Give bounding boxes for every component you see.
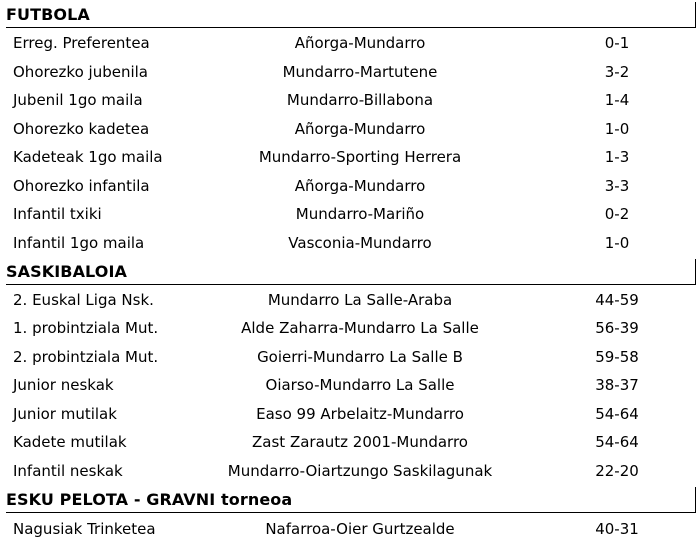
score-cell: 56-39 — [595, 319, 639, 337]
category-cell: Ohorezko infantila — [13, 177, 150, 195]
match-cell: Mundarro-Martutene — [282, 63, 438, 81]
section-header-saskibaloia — [6, 259, 696, 285]
result-row — [0, 314, 700, 342]
score-cell: 3-3 — [604, 177, 630, 195]
match-cell: Mundarro La Salle-Araba — [267, 291, 453, 309]
header-rule-right — [695, 259, 696, 285]
result-row — [0, 343, 700, 371]
category-cell: 2. probintziala Mut. — [13, 348, 159, 366]
result-row — [0, 200, 700, 228]
match-cell: Goierri-Mundarro La Salle B — [257, 348, 463, 366]
score-cell: 38-37 — [595, 376, 639, 394]
section-header-esku-pelota — [6, 487, 696, 513]
result-row — [0, 58, 700, 86]
score-cell: 1-0 — [604, 234, 630, 252]
result-row — [0, 172, 700, 200]
section-title: FUTBOLA — [6, 5, 90, 24]
result-row — [0, 143, 700, 171]
header-rule-right — [695, 2, 696, 28]
match-cell: Alde Zaharra-Mundarro La Salle — [241, 319, 479, 337]
score-cell: 40-31 — [595, 520, 639, 538]
category-cell: Erreg. Preferentea — [13, 34, 150, 52]
category-cell: Ohorezko jubenila — [13, 63, 148, 81]
result-row — [0, 229, 700, 257]
score-cell: 3-2 — [604, 63, 630, 81]
score-cell: 54-64 — [595, 433, 639, 451]
match-cell: Añorga-Mundarro — [294, 34, 426, 52]
result-row — [0, 86, 700, 114]
score-cell: 44-59 — [595, 291, 639, 309]
match-cell: Nafarroa-Oier Gurtzealde — [265, 520, 455, 538]
category-cell: Kadeteak 1go maila — [13, 148, 163, 166]
match-cell: Easo 99 Arbelaitz-Mundarro — [256, 405, 464, 423]
category-cell: 2. Euskal Liga Nsk. — [13, 291, 154, 309]
score-cell: 1-4 — [604, 91, 630, 109]
match-cell: Oiarso-Mundarro La Salle — [265, 376, 455, 394]
score-cell: 22-20 — [595, 462, 639, 480]
match-cell: Añorga-Mundarro — [294, 120, 426, 138]
score-cell: 1-0 — [604, 120, 630, 138]
score-cell: 0-1 — [604, 34, 630, 52]
result-row — [0, 515, 700, 543]
result-row — [0, 400, 700, 428]
match-cell: Mundarro-Sporting Herrera — [258, 148, 462, 166]
section-title: SASKIBALOIA — [6, 262, 128, 281]
result-row — [0, 457, 700, 485]
category-cell: Ohorezko kadetea — [13, 120, 150, 138]
category-cell: Junior mutilak — [13, 405, 117, 423]
match-cell: Mundarro-Billabona — [286, 91, 434, 109]
match-cell: Añorga-Mundarro — [294, 177, 426, 195]
section-title: ESKU PELOTA - GRAVNI torneoa — [6, 490, 293, 509]
category-cell: Infantil 1go maila — [13, 234, 145, 252]
result-row — [0, 286, 700, 314]
category-cell: Infantil neskak — [13, 462, 123, 480]
result-row — [0, 115, 700, 143]
match-cell: Mundarro-Oiartzungo Saskilagunak — [227, 462, 493, 480]
category-cell: Jubenil 1go maila — [13, 91, 143, 109]
score-cell: 0-2 — [604, 205, 630, 223]
category-cell: Kadete mutilak — [13, 433, 127, 451]
result-row — [0, 428, 700, 456]
category-cell: Junior neskak — [13, 376, 114, 394]
score-cell: 54-64 — [595, 405, 639, 423]
match-cell: Zast Zarautz 2001-Mundarro — [252, 433, 468, 451]
score-cell: 1-3 — [604, 148, 630, 166]
category-cell: 1. probintziala Mut. — [13, 319, 159, 337]
result-row — [0, 371, 700, 399]
section-header-futbola — [6, 2, 696, 28]
match-cell: Mundarro-Mariño — [295, 205, 425, 223]
header-rule-right — [695, 487, 696, 513]
match-cell: Vasconia-Mundarro — [288, 234, 432, 252]
score-cell: 59-58 — [595, 348, 639, 366]
category-cell: Nagusiak Trinketea — [13, 520, 156, 538]
category-cell: Infantil txiki — [13, 205, 102, 223]
result-row — [0, 29, 700, 57]
